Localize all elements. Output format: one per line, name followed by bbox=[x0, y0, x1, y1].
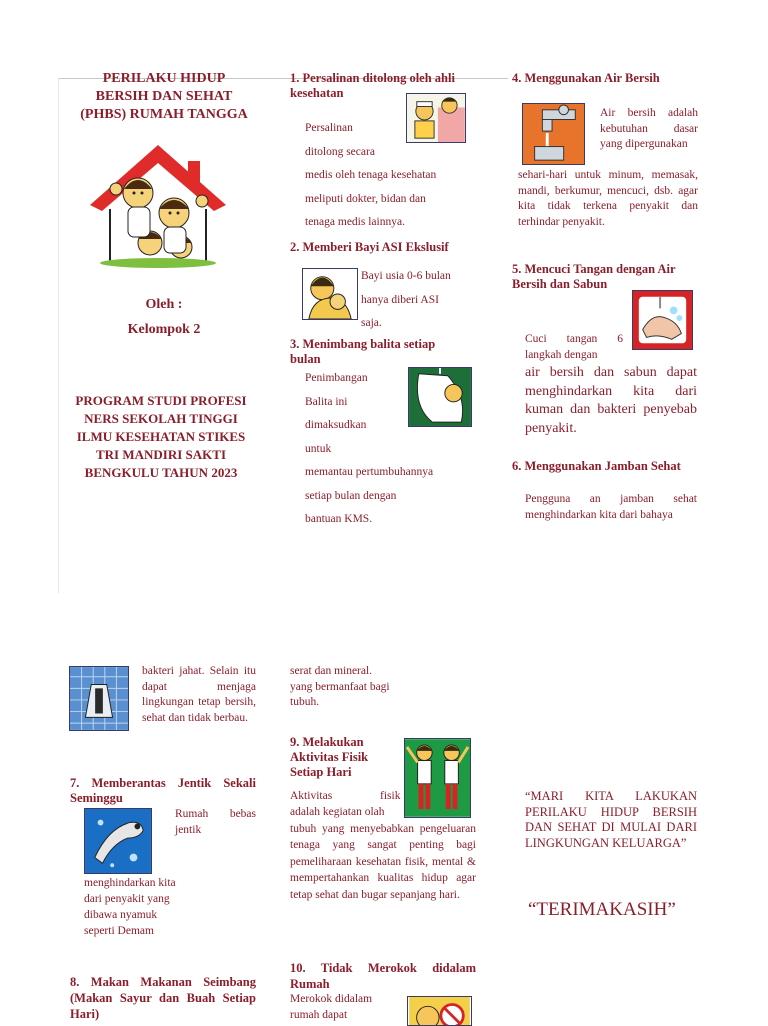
item9-text-a: Aktivitas adalah kegiatan olah bbox=[290, 790, 385, 818]
item5-heading: 5. Mencuci Tangan dengan Air Bersih dan Sabun bbox=[512, 262, 676, 291]
family-house-illustration bbox=[88, 143, 228, 268]
item10-heading: 10. Tidak Merokok didalam Rumah bbox=[290, 961, 476, 991]
item7-text-b: menghindarkan kita dari penyakit yang dibawa nyamuk seperti Demam bbox=[84, 877, 176, 937]
item1-heading: 1. Persalinan ditolong oleh ahli kesehatan bbox=[290, 71, 455, 100]
item9-text-b: tubuh yang menyebabkan pengeluaran tenaga yang sangat penting bagi pemeliharaan kesehatan fisik, mental & mempertahankan kualitas hidup agar tetap sehat dan bugar sepanjang hari. bbox=[290, 823, 476, 901]
item7-text-a: Rumah bebas jentik bbox=[175, 808, 256, 836]
item4-heading: 4. Menggunakan Air Bersih bbox=[512, 71, 660, 85]
latrine-continued-text: bakteri jahat. Selain itu dapat menjaga lingkungan tetap bersih, sehat dan tidak berbau. bbox=[142, 665, 256, 724]
water-tap-icon bbox=[522, 103, 585, 165]
item7-heading: 7. Memberantas Jentik Sekali Seminggu bbox=[70, 776, 256, 805]
item5-text-a: Cuci tangan 6 langkah dengan bbox=[525, 333, 623, 361]
item5-text-b: air bersih dan sabun dapat menghindarkan kita dari kuman dan bakteri penyebab penyakit. bbox=[525, 365, 697, 436]
group-name: Kelompok 2 bbox=[127, 322, 201, 337]
mosquito-larva-icon bbox=[84, 808, 152, 874]
author-label: Oleh : bbox=[145, 297, 183, 312]
thank-you-text: “TERIMAKASIH” bbox=[528, 899, 676, 920]
item3-text: Penimbangan Balita ini dimaksudkan untuk memantau pertumbuhannya setiap bulan dengan bantuan KMS. bbox=[305, 372, 434, 525]
item6-text: Pengguna an jamban sehat menghindarkan kita dari bahaya bbox=[525, 493, 697, 521]
handwashing-icon bbox=[632, 290, 693, 350]
item9-heading: 9. Melakukan Aktivitas Fisik Setiap Hari bbox=[290, 735, 369, 779]
latrine-icon bbox=[69, 666, 129, 731]
item4-text-a: Air bersih adalah kebutuhan dasar yang dipergunakan bbox=[600, 107, 698, 150]
exercise-icon bbox=[404, 738, 471, 818]
breastfeeding-icon bbox=[302, 268, 358, 320]
brochure-title: PERILAKU HIDUP BERSIH DAN SEHAT (PHBS) RUMAH TANGGA bbox=[80, 71, 248, 122]
item1-text: Persalinan ditolong secara medis oleh tenaga kesehatan meliputi dokter, bidan dan tenaga medis lainnya. bbox=[305, 122, 437, 228]
no-smoking-icon bbox=[407, 996, 472, 1026]
program-info: PROGRAM STUDI PROFESI NERS SEKOLAH TINGGI ILMU KESEHATAN STIKES TRI MANDIRI SAKTI BENGKULU TAHUN 2023 bbox=[75, 393, 247, 480]
item9-fisik: fisik bbox=[380, 790, 401, 802]
item2-heading: 2. Memberi Bayi ASI Ekslusif bbox=[290, 240, 449, 254]
item2-text: Bayi usia 0-6 bulan hanya diberi ASI saja. bbox=[361, 270, 451, 329]
item3-heading: 3. Menimbang balita setiap bulan bbox=[290, 337, 436, 366]
closing-quote: “MARI KITA LAKUKAN PERILAKU HIDUP BERSIH DAN SEHAT DI MULAI DARI LINGKUNGAN KELUARGA” bbox=[525, 789, 697, 850]
item6-heading: 6. Menggunakan Jamban Sehat bbox=[512, 459, 681, 473]
item10-text: Merokok didalam rumah dapat bbox=[290, 993, 373, 1021]
left-fold-line bbox=[58, 78, 59, 593]
item8-heading: 8. Makan Makanan Seimbang (Makan Sayur dan Buah Setiap Hari) bbox=[70, 975, 256, 1021]
item4-text-b: sehari-hari untuk minum, memasak, mandi, berkumur, mencuci, dsb. agar kita tidak terkena penyakit dan terhindar penyakit. bbox=[518, 169, 698, 228]
balanced-diet-continued-text: serat dan mineral. yang bermanfaat bagi tubuh. bbox=[290, 665, 390, 708]
